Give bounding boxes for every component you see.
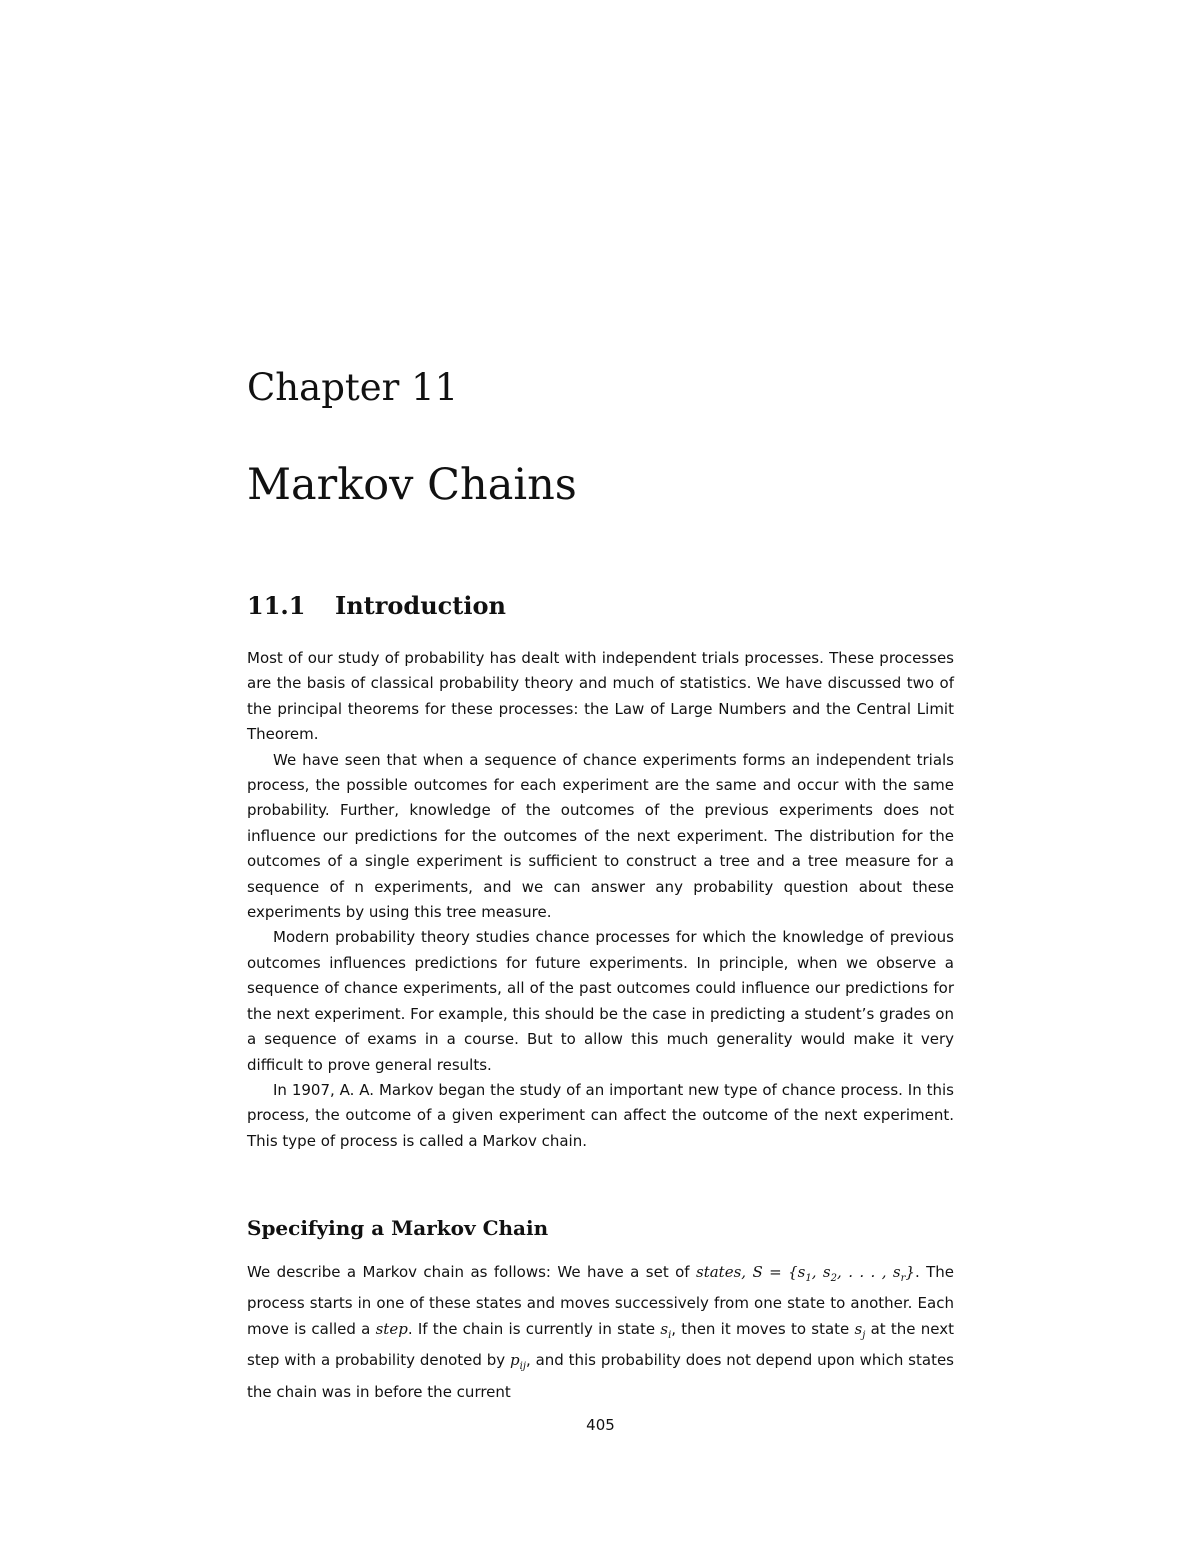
document-page bbox=[247, 0, 954, 1553]
paragraph bbox=[247, 1260, 954, 1405]
chapter-title: Markov Chains bbox=[247, 460, 577, 510]
section-title: Introduction bbox=[335, 591, 506, 620]
math-subscript: 2 bbox=[830, 1273, 838, 1284]
paragraph: In 1907, A. A. Markov began the study of an important new type of chance process. In this process, the outcome of a given experiment can affect the outcome of the next experiment. This type of process is called a Markov chain. bbox=[247, 1080, 954, 1150]
math-subscript: r bbox=[900, 1273, 906, 1284]
math-run: s bbox=[660, 1319, 669, 1338]
subsection-heading: Specifying a Markov Chain bbox=[247, 1216, 549, 1240]
text-run: We describe a Markov chain as follows: We have a set of bbox=[247, 1263, 696, 1281]
math-run: , . . . , s bbox=[837, 1263, 901, 1281]
text-run: at the next step with a probability denoted by bbox=[247, 1319, 954, 1370]
math-state-j bbox=[854, 1319, 866, 1341]
math-run: , s bbox=[811, 1263, 831, 1281]
section-heading bbox=[247, 590, 506, 622]
chapter-label: Chapter 11 bbox=[247, 366, 459, 409]
math-state-i bbox=[660, 1319, 672, 1341]
paragraph: Most of our study of probability has dealt with independent trials processes. These processes are the basis of classical probability theory and much of statistics. We have discussed two of the principal theorems for these processes: the Law of Large Numbers and the Central Limit Theorem. bbox=[247, 649, 954, 744]
term-states: states, bbox=[696, 1263, 747, 1281]
section-number: 11.1 bbox=[247, 591, 306, 620]
paragraph: Modern probability theory studies chance processes for which the knowledge of previous outcomes influences predictions for future experiments. In principle, when we observe a sequence of chance experiments, all of the past outcomes could influence our predictions for the next experiment. For example, this should be the case in predicting a student’s grades on a sequence of exams in a course. But to allow this much generality would make it very difficult to prove general results. bbox=[247, 928, 954, 1074]
math-subscript: j bbox=[862, 1329, 866, 1341]
page-number: 405 bbox=[586, 1416, 615, 1434]
text-run: . The process starts in one of these states and moves successively from one state to another. Each move is called a bbox=[247, 1263, 955, 1338]
spec-text-block bbox=[247, 1260, 954, 1405]
math-run: S = {s bbox=[746, 1263, 806, 1281]
intro-text-block bbox=[247, 646, 954, 1154]
math-run: p bbox=[510, 1351, 520, 1370]
math-subscript: i bbox=[668, 1329, 672, 1341]
text-run: , then it moves to state bbox=[671, 1319, 855, 1338]
math-state-set bbox=[746, 1263, 915, 1284]
paragraph: We have seen that when a sequence of chance experiments forms an independent trials process, the possible outcomes for each experiment are the same and occur with the same probability. Further, knowledge of the outcomes of the previous experiments does not influence our predictions for the outcomes of the next experiment. The distribution for the outcomes of a single experiment is sufficient to construct a tree and a tree measure for a sequence of n experiments, and we can answer any probability question about these experiments by using this tree measure. bbox=[247, 750, 954, 922]
term-step: step bbox=[375, 1319, 408, 1338]
text-run: . If the chain is currently in state bbox=[407, 1319, 661, 1338]
math-subscript: 1 bbox=[805, 1273, 812, 1284]
math-subscript: ij bbox=[519, 1361, 526, 1373]
text-run: , and this probability does not depend upon which states the chain was in before the current bbox=[247, 1351, 954, 1401]
math-run: s bbox=[854, 1319, 863, 1338]
math-run: } bbox=[905, 1263, 915, 1281]
math-probability bbox=[510, 1351, 526, 1373]
